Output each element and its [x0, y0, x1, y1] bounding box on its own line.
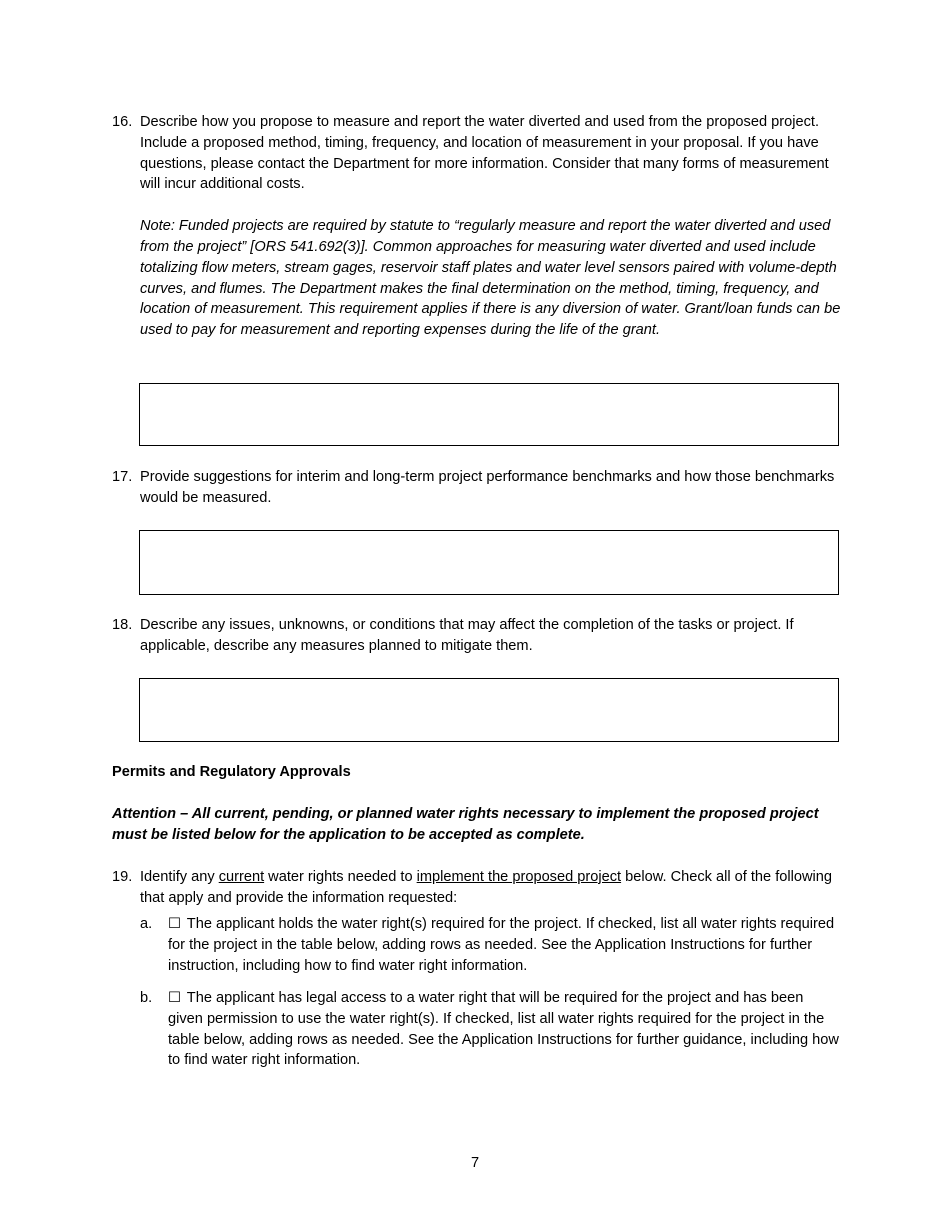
question-number: 17. — [112, 469, 133, 485]
question-18 — [112, 615, 842, 657]
question-number: 19. — [112, 869, 133, 885]
option-text — [168, 914, 840, 976]
question-16 — [112, 112, 842, 341]
question-text-part: below. Check all of the following that apply and provide the information requested: — [140, 869, 832, 906]
answer-box-18[interactable] — [139, 678, 839, 742]
section-heading: Permits and Regulatory Approvals — [112, 764, 351, 780]
question-text — [140, 867, 842, 909]
attention-notice: Attention – All current, pending, or planned water rights necessary to implement the proposed project must be listed below for the application to be accepted as complete. — [112, 806, 819, 843]
option-b — [140, 988, 840, 1071]
underlined-implement: implement the proposed project — [416, 869, 622, 885]
question-text-part: water rights needed to — [264, 869, 417, 885]
option-letter: a. — [140, 916, 153, 932]
question-text-part: Identify any — [140, 869, 219, 885]
option-label: The applicant has legal access to a water right that will be required for the project and has been given permission to use the water right(s). If checked, list all water rights required for the project in the table below, adding rows as needed. See the Application Instructions for further guidance, including how to find water right information. — [168, 990, 839, 1069]
question-17 — [112, 467, 842, 509]
question-text: Provide suggestions for interim and long-term project performance benchmarks and how those benchmarks would be measured. — [140, 469, 835, 506]
question-note: Note: Funded projects are required by statute to “regularly measure and report the water diverted and used from the project” [ORS 541.692(3)]. Common approaches for measuring water diverted and used include totalizing flow meters, stream gages, reservoir staff plates and water level sensors paired with volume-depth curves, and flumes. The Department makes the final determination on the method, timing, frequency, and location of measurement. This requirement applies if there is any diversion of water. Grant/loan funds can be used to pay for measurement and reporting expenses during the life of the grant. — [140, 218, 841, 339]
page-number: 7 — [470, 1155, 480, 1171]
question-19 — [112, 867, 842, 909]
option-a — [140, 914, 840, 976]
question-number: 16. — [112, 114, 133, 130]
checkbox-legal-access[interactable]: ☐ — [168, 990, 182, 1006]
underlined-current: current — [218, 869, 265, 885]
option-letter: b. — [140, 990, 153, 1006]
question-text: Describe how you propose to measure and report the water diverted and used from the proposed project. Include a proposed method, timing, frequency, and location of measurement in your proposal. If you have questions, please contact the Department for more information. Consider that many forms of measurement will incur additional costs. — [140, 114, 829, 193]
option-label: The applicant holds the water right(s) required for the project. If checked, list all water rights required for the project in the table below, adding rows as needed. See the Application Instructions for further instruction, including how to find water right information. — [168, 916, 835, 974]
question-number: 18. — [112, 617, 133, 633]
question-text: Describe any issues, unknowns, or conditions that may affect the completion of the tasks or project. If applicable, describe any measures planned to mitigate them. — [140, 617, 794, 654]
checkbox-holds-water-right[interactable]: ☐ — [168, 916, 182, 932]
option-text — [168, 988, 840, 1071]
answer-box-16[interactable] — [139, 383, 839, 446]
answer-box-17[interactable] — [139, 530, 839, 595]
